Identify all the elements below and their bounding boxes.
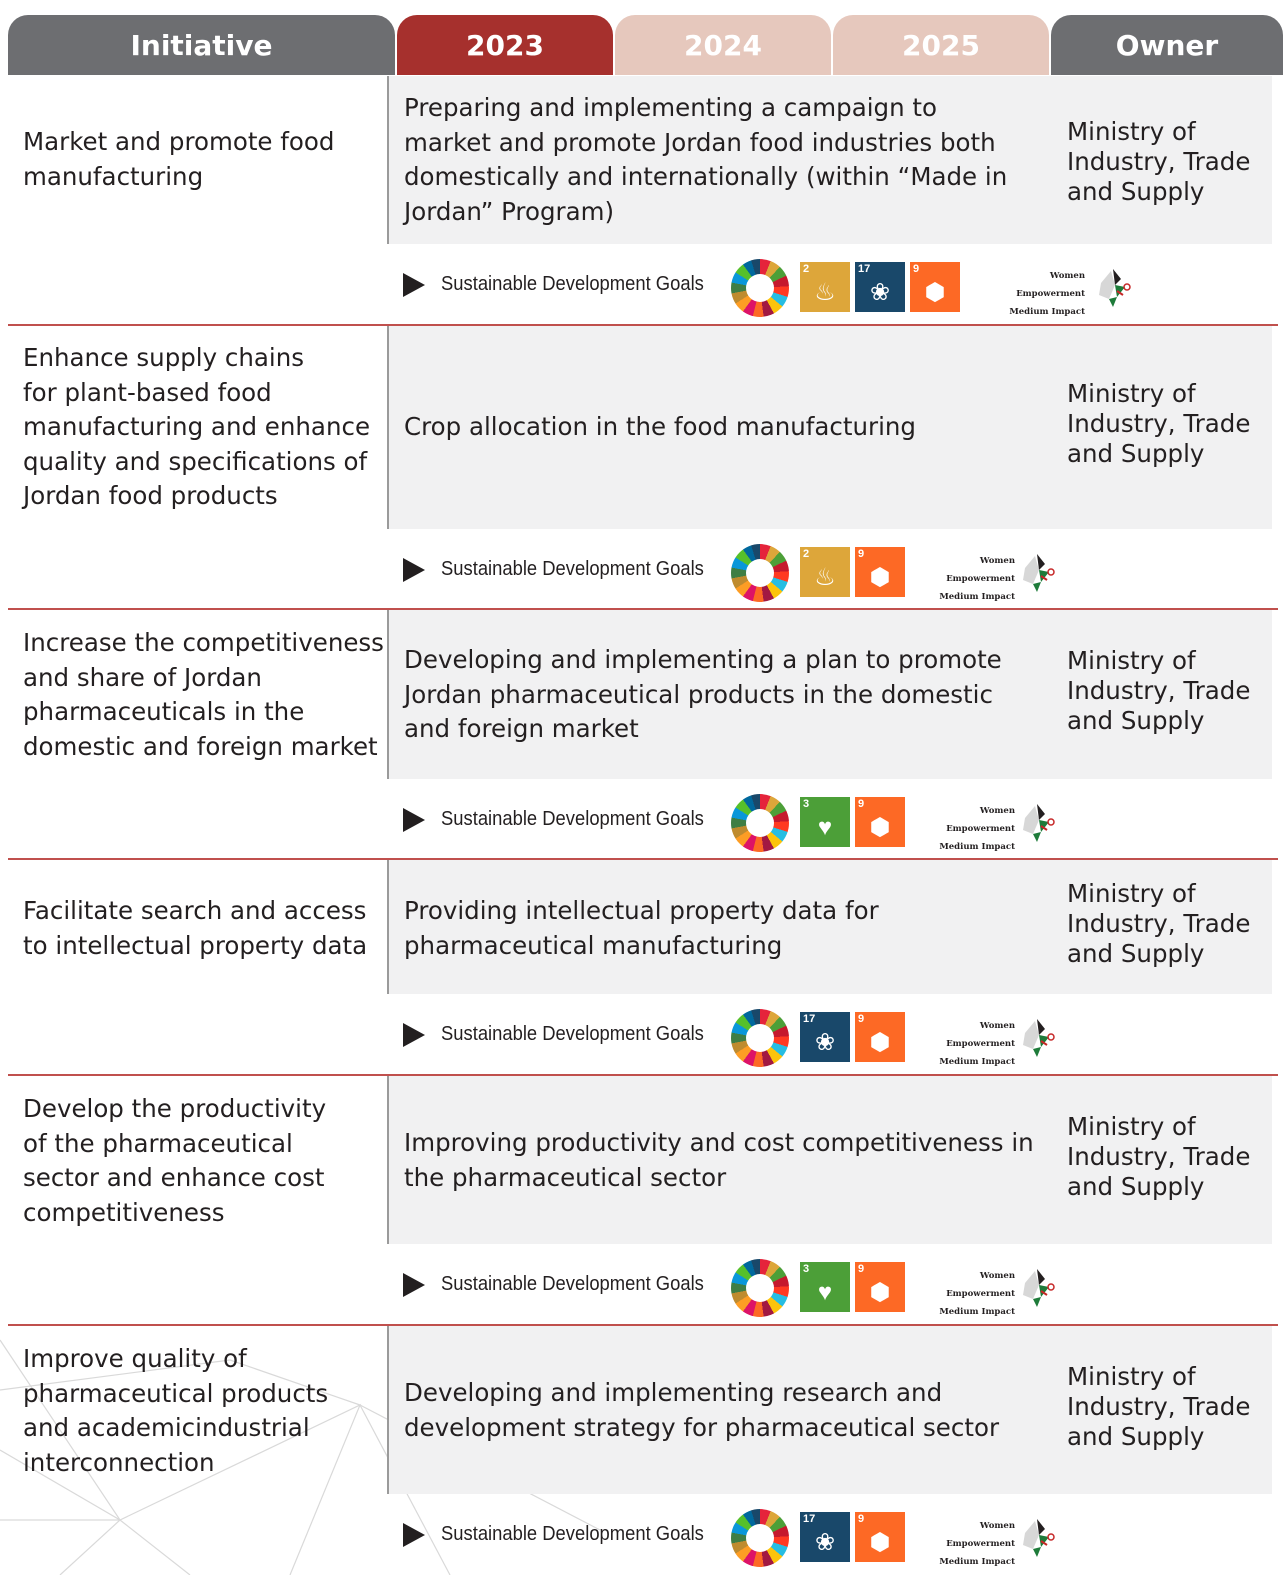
cubes-icon: ⬢ bbox=[869, 1279, 891, 1306]
women-empowerment-title: Women Empowerment bbox=[946, 1521, 1015, 1549]
play-triangle-icon bbox=[403, 1023, 425, 1047]
cubes-icon: ⬢ bbox=[924, 279, 946, 306]
play-triangle-icon bbox=[403, 1273, 425, 1297]
bowl-icon: ♨ bbox=[814, 564, 836, 591]
initiative-line: for plant-based food bbox=[23, 377, 272, 407]
initiative-text bbox=[23, 1092, 326, 1230]
header-year-2025: 2025 bbox=[833, 15, 1049, 75]
owner-line: Industry, Trade bbox=[1067, 147, 1251, 176]
sdg-label: Sustainable Development Goals bbox=[441, 273, 704, 295]
cubes-icon: ⬢ bbox=[869, 1529, 891, 1556]
sdg-row bbox=[403, 794, 1183, 852]
owner-text bbox=[1067, 879, 1267, 969]
owner-text bbox=[1067, 1112, 1267, 1202]
initiative-text bbox=[23, 341, 370, 514]
initiative-line: sector and enhance cost bbox=[23, 1163, 325, 1192]
sdg-goal-number: 9 bbox=[858, 1263, 865, 1275]
heartbeat-icon: ♥ bbox=[817, 1279, 833, 1306]
action-cell bbox=[387, 326, 1272, 529]
sdg-goal-number: 9 bbox=[858, 548, 865, 560]
initiative-line: quality and specifications of bbox=[23, 446, 368, 476]
sdg-goal-9-tile bbox=[910, 262, 960, 312]
women-empowerment-label bbox=[915, 1517, 1015, 1571]
women-empowerment-title: Women Empowerment bbox=[946, 556, 1015, 584]
initiative-line: and academicindustrial bbox=[23, 1413, 310, 1442]
owner-line: and Supply bbox=[1067, 177, 1205, 206]
action-cell bbox=[387, 1326, 1272, 1494]
initiative-line: Enhance supply chains bbox=[23, 343, 305, 372]
play-triangle-icon bbox=[403, 273, 425, 297]
sdg-goal-number: 9 bbox=[858, 1013, 865, 1025]
action-text bbox=[404, 91, 1034, 229]
sdg-label: Sustainable Development Goals bbox=[441, 1273, 704, 1295]
action-text bbox=[404, 1126, 1034, 1195]
sdg-goal-number: 2 bbox=[803, 548, 810, 560]
action-line: Developing and implementing research and bbox=[404, 1378, 943, 1407]
owner-line: and Supply bbox=[1067, 939, 1205, 968]
action-line: Jordan” Program) bbox=[404, 196, 615, 226]
sdg-wheel-icon bbox=[731, 1509, 789, 1567]
play-triangle-icon bbox=[403, 558, 425, 582]
sdg-goal-17-tile bbox=[855, 262, 905, 312]
women-empowerment-label bbox=[985, 267, 1085, 321]
play-triangle-icon bbox=[403, 808, 425, 832]
sdg-goal-number: 3 bbox=[803, 1263, 810, 1275]
jordan-map-women-icon bbox=[1021, 1265, 1057, 1309]
initiative-line: of the pharmaceutical bbox=[23, 1128, 293, 1158]
initiative-line: Increase the competitiveness bbox=[23, 628, 384, 657]
initiative-line: domestic and foreign market bbox=[23, 731, 378, 761]
sdg-goal-number: 17 bbox=[803, 1513, 816, 1525]
sdg-label: Sustainable Development Goals bbox=[441, 1023, 704, 1045]
sdg-wheel-icon bbox=[731, 794, 789, 852]
owner-line: and Supply bbox=[1067, 439, 1205, 468]
owner-line: Industry, Trade bbox=[1067, 1392, 1251, 1421]
initiative-line: manufacturing and enhance bbox=[23, 412, 371, 441]
action-line: Providing intellectual property data for bbox=[404, 896, 879, 925]
jordan-map-women-icon bbox=[1021, 1515, 1057, 1559]
header-year-2024: 2024 bbox=[615, 15, 831, 75]
action-line: pharmaceutical manufacturing bbox=[404, 930, 783, 960]
owner-line: Ministry of bbox=[1067, 379, 1196, 408]
action-line: development strategy for pharmaceutical sector bbox=[404, 1412, 1000, 1442]
jordan-map-women-icon bbox=[1097, 265, 1133, 309]
sdg-label: Sustainable Development Goals bbox=[441, 1523, 704, 1545]
jordan-map-women-icon bbox=[1021, 550, 1057, 594]
sdg-goal-number: 9 bbox=[913, 263, 920, 275]
initiative-line: and share of Jordan bbox=[23, 662, 262, 692]
sdg-goal-number: 17 bbox=[858, 263, 871, 275]
cubes-icon: ⬢ bbox=[869, 564, 891, 591]
sdg-wheel-icon bbox=[731, 1009, 789, 1067]
sdg-wheel-icon bbox=[731, 1259, 789, 1317]
owner-text bbox=[1067, 1362, 1267, 1452]
sdg-goal-9-tile bbox=[855, 1262, 905, 1312]
bowl-icon: ♨ bbox=[814, 279, 836, 306]
cubes-icon: ⬢ bbox=[869, 814, 891, 841]
sdg-goal-number: 9 bbox=[858, 1513, 865, 1525]
owner-text bbox=[1067, 379, 1267, 469]
initiative-line: Jordan food products bbox=[23, 481, 278, 510]
initiative-line: pharmaceutical products bbox=[23, 1378, 329, 1408]
jordan-map-women-icon bbox=[1021, 800, 1057, 844]
women-empowerment-label bbox=[915, 1017, 1015, 1071]
sdg-goal-9-tile bbox=[855, 1012, 905, 1062]
header-owner: Owner bbox=[1051, 15, 1283, 75]
owner-text bbox=[1067, 117, 1267, 207]
sdg-row bbox=[403, 259, 1183, 317]
action-text bbox=[404, 894, 1034, 963]
initiative-line: Facilitate search and access bbox=[23, 896, 367, 925]
women-empowerment-label bbox=[915, 552, 1015, 606]
sdg-goal-9-tile bbox=[855, 547, 905, 597]
sdg-goal-2-tile bbox=[800, 547, 850, 597]
sdg-label: Sustainable Development Goals bbox=[441, 808, 704, 830]
partnership-flower-icon: ❀ bbox=[869, 279, 891, 306]
sdg-row bbox=[403, 1509, 1183, 1567]
women-empowerment-title: Women Empowerment bbox=[946, 806, 1015, 834]
action-line: Jordan pharmaceutical products in the domestic bbox=[404, 679, 993, 709]
cubes-icon: ⬢ bbox=[869, 1029, 891, 1056]
initiative-line: to intellectual property data bbox=[23, 930, 368, 960]
play-triangle-icon bbox=[403, 1523, 425, 1547]
initiative-line: interconnection bbox=[23, 1447, 215, 1477]
owner-line: Ministry of bbox=[1067, 879, 1196, 908]
initiative-line: manufacturing bbox=[23, 161, 204, 191]
owner-line: Industry, Trade bbox=[1067, 409, 1251, 438]
sdg-row bbox=[403, 1009, 1183, 1067]
action-text bbox=[404, 410, 1034, 445]
action-text bbox=[404, 1376, 1034, 1445]
action-text bbox=[404, 643, 1034, 747]
sdg-goal-number: 9 bbox=[858, 798, 865, 810]
initiative-text bbox=[23, 626, 384, 764]
impact-level: Medium Impact bbox=[939, 1557, 1015, 1567]
sdg-wheel-icon bbox=[731, 259, 789, 317]
women-empowerment-title: Women Empowerment bbox=[946, 1021, 1015, 1049]
sdg-goal-17-tile bbox=[800, 1512, 850, 1562]
partnership-flower-icon: ❀ bbox=[814, 1029, 836, 1056]
action-line: Developing and implementing a plan to promote bbox=[404, 645, 1002, 674]
owner-line: Ministry of bbox=[1067, 1112, 1196, 1141]
initiative-line: Improve quality of bbox=[23, 1344, 247, 1373]
action-cell bbox=[387, 860, 1272, 994]
action-line: domestically and internationally (within “Made in bbox=[404, 162, 1008, 191]
action-cell bbox=[387, 76, 1272, 244]
owner-line: Industry, Trade bbox=[1067, 1142, 1251, 1171]
owner-line: and Supply bbox=[1067, 1422, 1205, 1451]
women-empowerment-title: Women Empowerment bbox=[946, 1271, 1015, 1299]
action-line: market and promote Jordan food industries both bbox=[404, 127, 996, 157]
initiative-text bbox=[23, 894, 367, 963]
sdg-wheel-icon bbox=[731, 544, 789, 602]
owner-line: Industry, Trade bbox=[1067, 676, 1251, 705]
partnership-flower-icon: ❀ bbox=[814, 1529, 836, 1556]
impact-level: Medium Impact bbox=[939, 1057, 1015, 1067]
impact-level: Medium Impact bbox=[939, 842, 1015, 852]
women-empowerment-label bbox=[915, 1267, 1015, 1321]
impact-level: Medium Impact bbox=[939, 1307, 1015, 1317]
owner-line: Ministry of bbox=[1067, 646, 1196, 675]
owner-line: and Supply bbox=[1067, 706, 1205, 735]
action-line: Preparing and implementing a campaign to bbox=[404, 93, 937, 122]
action-line: the pharmaceutical sector bbox=[404, 1162, 727, 1192]
owner-text bbox=[1067, 646, 1267, 736]
header-initiative: Initiative bbox=[8, 15, 395, 75]
sdg-goal-number: 17 bbox=[803, 1013, 816, 1025]
sdg-goal-number: 3 bbox=[803, 798, 810, 810]
owner-line: Ministry of bbox=[1067, 117, 1196, 146]
owner-line: and Supply bbox=[1067, 1172, 1205, 1201]
header-year-2023: 2023 bbox=[397, 15, 613, 75]
owner-line: Industry, Trade bbox=[1067, 909, 1251, 938]
sdg-goal-9-tile bbox=[855, 1512, 905, 1562]
initiative-line: Develop the productivity bbox=[23, 1094, 327, 1123]
sdg-label: Sustainable Development Goals bbox=[441, 558, 704, 580]
action-cell bbox=[387, 1076, 1272, 1244]
initiative-text bbox=[23, 125, 334, 194]
sdg-row bbox=[403, 1259, 1183, 1317]
jordan-map-women-icon bbox=[1021, 1015, 1057, 1059]
sdg-goal-3-tile bbox=[800, 797, 850, 847]
owner-line: Ministry of bbox=[1067, 1362, 1196, 1391]
action-cell bbox=[387, 610, 1272, 779]
table-header bbox=[8, 15, 1283, 75]
initiative-line: competitiveness bbox=[23, 1197, 225, 1227]
action-line: Improving productivity and cost competitiveness in bbox=[404, 1128, 1034, 1157]
action-line: Crop allocation in the food manufacturing bbox=[404, 412, 916, 441]
women-empowerment-label bbox=[915, 802, 1015, 856]
women-empowerment-title: Women Empowerment bbox=[1016, 271, 1085, 299]
heartbeat-icon: ♥ bbox=[817, 814, 833, 841]
sdg-row bbox=[403, 544, 1183, 602]
impact-level: Medium Impact bbox=[1009, 307, 1085, 317]
impact-level: Medium Impact bbox=[939, 592, 1015, 602]
sdg-goal-17-tile bbox=[800, 1012, 850, 1062]
sdg-goal-2-tile bbox=[800, 262, 850, 312]
initiative-line: Market and promote food bbox=[23, 127, 335, 156]
initiative-text bbox=[23, 1342, 328, 1480]
sdg-goal-number: 2 bbox=[803, 263, 810, 275]
sdg-goal-9-tile bbox=[855, 797, 905, 847]
initiative-line: pharmaceuticals in the bbox=[23, 697, 305, 726]
sdg-goal-3-tile bbox=[800, 1262, 850, 1312]
action-line: and foreign market bbox=[404, 714, 639, 743]
